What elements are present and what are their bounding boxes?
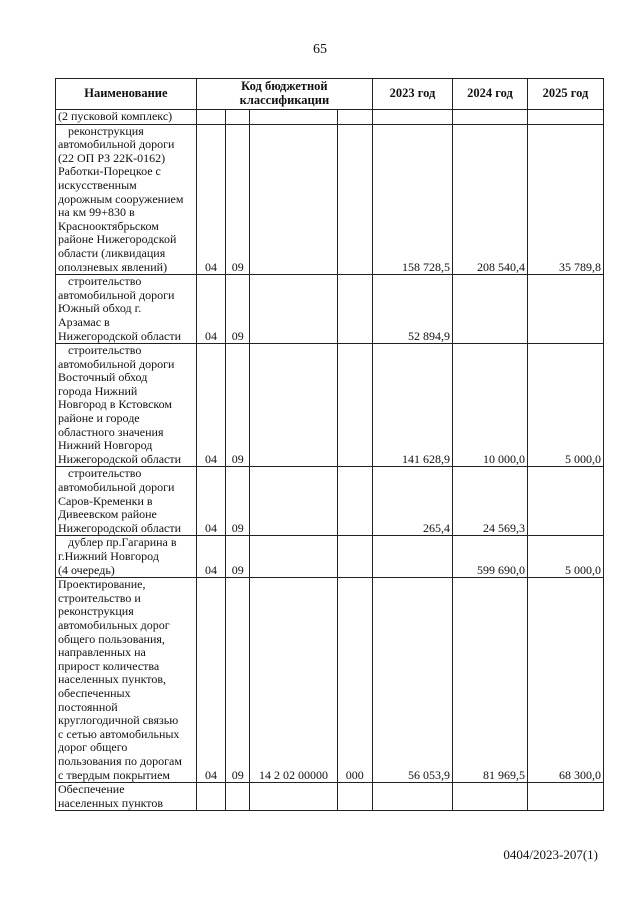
row-name (56, 536, 197, 578)
row-name-line: строительство (68, 274, 142, 289)
row-name-line: строительство (68, 343, 142, 358)
value-2023: 52 894,9 (373, 275, 453, 344)
code-subsection (226, 783, 250, 811)
code-target-article (250, 344, 337, 467)
row-name-line: оползневых явлений) (58, 259, 168, 274)
code-expense-type (337, 275, 372, 344)
header-name: Наименование (56, 79, 197, 110)
value-2025 (527, 467, 603, 536)
row-name-line: Нижегородской области (58, 520, 182, 535)
row-name-line: Проектирование, (58, 577, 146, 592)
row-name-line: автомобильной дороги (58, 480, 175, 495)
row-name (56, 467, 197, 536)
row-name-line: Работки-Порецкое с (58, 164, 161, 179)
row-name-line: областного значения (58, 424, 164, 439)
value-2024 (453, 783, 528, 811)
code-target-article (250, 536, 337, 578)
value-2025: 5 000,0 (527, 536, 603, 578)
row-name-line: города Нижний (58, 383, 138, 398)
row-name-line: реконструкция (68, 124, 144, 138)
code-subsection: 09 (226, 536, 250, 578)
header-code: Код бюджетной классификации (196, 79, 372, 110)
row-name-line: Краснооктябрьском (58, 218, 159, 233)
row-name-line: автомобильной дороги (58, 356, 175, 371)
page-number: 65 (313, 42, 327, 57)
row-name-line: г.Нижний Новгород (58, 549, 159, 563)
value-2023 (373, 783, 453, 811)
row-name-line: Нижегородской области (58, 451, 182, 466)
row-name-line: обеспеченных (58, 685, 131, 700)
row-name-line: общего пользования, (58, 631, 165, 646)
row-name-line: направленных на (58, 645, 146, 660)
table-row (56, 110, 604, 125)
code-subsection: 09 (226, 467, 250, 536)
table-body (56, 110, 604, 811)
row-name (56, 110, 197, 125)
row-name-line: (22 ОП РЗ 22К-0162) (58, 150, 166, 165)
row-name-line: (2 пусковой комплекс) (58, 109, 173, 123)
row-name-line: дорог общего (58, 740, 128, 755)
row-name (56, 578, 197, 783)
value-2023: 158 728,5 (373, 124, 453, 275)
value-2024: 599 690,0 (453, 536, 528, 578)
row-name-line: дорожным сооружением (58, 191, 184, 206)
row-name-line: строительство (68, 466, 142, 481)
row-name-line: Южный обход г. (58, 301, 142, 316)
code-target-article (250, 783, 337, 811)
row-name-line: Саров-Кременки в (58, 493, 153, 508)
row-name-line: Дивеевском районе (58, 507, 157, 522)
row-name-line: области (ликвидация (58, 245, 166, 260)
row-name (56, 275, 197, 344)
row-name-line: искусственным (58, 177, 137, 192)
row-name-line: автомобильной дороги (58, 137, 175, 152)
value-2024: 81 969,5 (453, 578, 528, 783)
row-name-line: реконструкция (58, 604, 134, 619)
document-id: 0404/2023-207(1) (503, 847, 598, 862)
code-target-article (250, 467, 337, 536)
code-subsection: 09 (226, 578, 250, 783)
code-section: 04 (196, 467, 225, 536)
row-name-line: населенных пунктов (58, 795, 164, 810)
code-expense-type (337, 467, 372, 536)
value-2023 (373, 536, 453, 578)
value-2025 (527, 783, 603, 811)
code-section (196, 783, 225, 811)
table-header-row (56, 79, 604, 110)
budget-table (55, 78, 604, 811)
table-row (56, 783, 604, 811)
value-2023: 141 628,9 (373, 344, 453, 467)
row-name-line: населенных пунктов, (58, 672, 167, 687)
code-section: 04 (196, 124, 225, 275)
code-section: 04 (196, 578, 225, 783)
code-target-article (250, 275, 337, 344)
row-name-line: строительство и (58, 590, 141, 605)
code-subsection (226, 110, 250, 125)
header-2023: 2023 год (373, 79, 453, 110)
row-name (56, 783, 197, 811)
row-name-line: Нижний Новгород (58, 438, 153, 453)
row-name-line: Обеспечение (58, 782, 125, 797)
row-name-line: районе Нижегородской (58, 232, 177, 247)
table-row (56, 536, 604, 578)
code-target-article (250, 110, 337, 125)
table-row (56, 467, 604, 536)
value-2024 (453, 275, 528, 344)
code-expense-type (337, 110, 372, 125)
value-2025: 35 789,8 (527, 124, 603, 275)
row-name-line: прирост количества (58, 658, 160, 673)
value-2024: 208 540,4 (453, 124, 528, 275)
table-row (56, 578, 604, 783)
code-target-article: 14 2 02 00000 (250, 578, 337, 783)
row-name (56, 344, 197, 467)
code-expense-type (337, 124, 372, 275)
value-2024: 24 569,3 (453, 467, 528, 536)
code-section: 04 (196, 536, 225, 578)
row-name-line: автомобильной дороги (58, 287, 175, 302)
code-expense-type (337, 536, 372, 578)
code-section: 04 (196, 275, 225, 344)
value-2025: 5 000,0 (527, 344, 603, 467)
row-name-line: (4 очередь) (58, 562, 115, 577)
value-2025 (527, 275, 603, 344)
row-name-line: Восточный обход (58, 370, 148, 385)
row-name-line: автомобильных дорог (58, 617, 170, 632)
table-row (56, 344, 604, 467)
row-name-line: Арзамас в (58, 314, 110, 329)
table-row (56, 275, 604, 344)
code-subsection: 09 (226, 344, 250, 467)
value-2023 (373, 110, 453, 125)
row-name-line: пользования по дорогам (58, 753, 182, 768)
value-2025: 68 300,0 (527, 578, 603, 783)
value-2024 (453, 110, 528, 125)
row-name-line: круглогодичной связью (58, 713, 179, 728)
code-subsection: 09 (226, 124, 250, 275)
code-expense-type (337, 783, 372, 811)
table-row (56, 124, 604, 275)
code-expense-type (337, 344, 372, 467)
row-name-line: с сетью автомобильных (58, 726, 180, 741)
code-subsection: 09 (226, 275, 250, 344)
row-name (56, 124, 197, 275)
value-2023: 265,4 (373, 467, 453, 536)
row-name-line: районе и городе (58, 411, 140, 426)
row-name-line: с твердым покрытием (58, 767, 170, 782)
row-name-line: Нижегородской области (58, 328, 182, 343)
code-section (196, 110, 225, 125)
code-section: 04 (196, 344, 225, 467)
row-name-line: дублер пр.Гагарина в (68, 535, 177, 550)
value-2024: 10 000,0 (453, 344, 528, 467)
row-name-line: на км 99+830 в (58, 205, 135, 220)
header-2025: 2025 год (527, 79, 603, 110)
value-2025 (527, 110, 603, 125)
row-name-line: Новгород в Кстовском (58, 397, 173, 412)
value-2023: 56 053,9 (373, 578, 453, 783)
header-2024: 2024 год (453, 79, 528, 110)
code-expense-type: 000 (337, 578, 372, 783)
row-name-line: постоянной (58, 699, 118, 714)
code-target-article (250, 124, 337, 275)
